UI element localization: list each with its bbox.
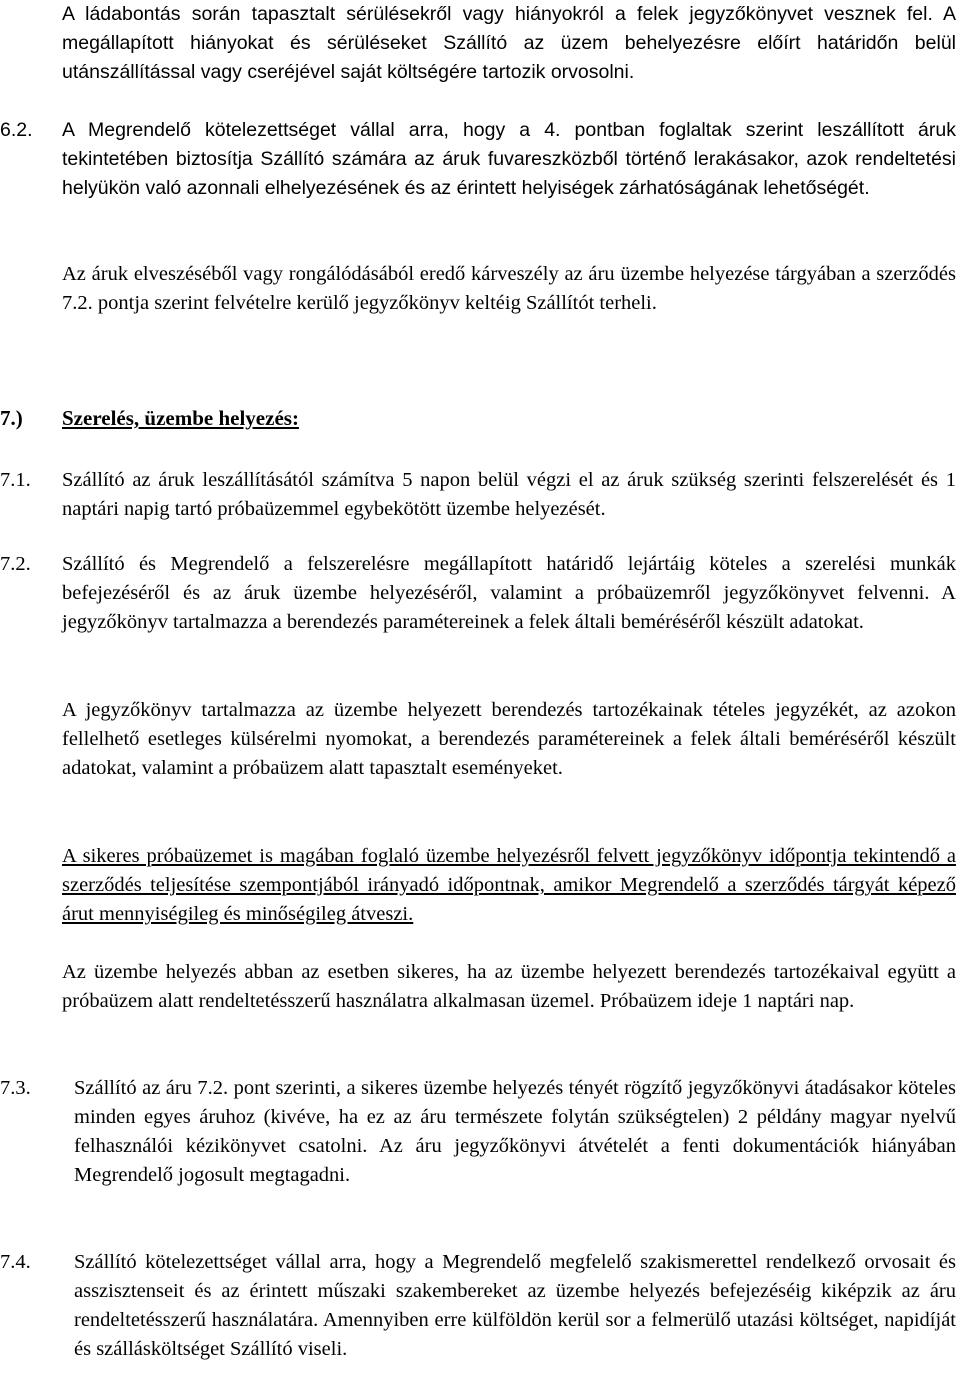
section-7-heading xyxy=(0,404,299,433)
section-6-2-number: 6.2. xyxy=(0,119,33,141)
intro-paragraph: A ládabontás során tapasztalt sérülésekről vagy hiányokról a felek jegyzőkönyvet vesznek fel. A megállapított hiányokat és sérüléseket Szállító az üzem behelyezésre előírt határidőn belül utánszállítással vagy cseréjével saját költségére tartozik orvosolni. xyxy=(62,3,956,83)
section-7-4-number: 7.4. xyxy=(0,1251,31,1273)
section-7-2-paragraph-2: A jegyzőkönyv tartalmazza az üzembe helyezett berendezés tartozékainak tételes jegyzékét, az azokon fellelhető esetleges külsérelmi nyomokat, a berendezés paramétereinek a felek általi beméréséről készült adatokat, valamint a próbaüzem alatt tapasztalt eseményeket. xyxy=(62,699,956,779)
section-6-2-text: A Megrendelő kötelezettséget vállal arra, hogy a 4. pontban foglaltak szerint leszállított áruk tekintetében biztosítja Szállító számára az áruk fuvareszközből történő lerakásakor, azok rendeltetési helyükön való azonnali elhelyezésének és az érintett helyiségek zárhatóságának lehetőségét. xyxy=(62,119,956,199)
section-7-4-text: Szállító kötelezettséget vállal arra, hogy a Megrendelő megfelelő szakismerettel rendelkező orvosait és asszisztenseit és az érintett műszaki szakembereket az üzembe helyezés befejezéséig kiképzik az áru rendeltetésszerű használatára. Amennyiben erre külföldön kerül sor a felmerülő utazási költséget, napidíját és szállásköltséget Szállító viseli. xyxy=(74,1251,956,1360)
section-7-2-number: 7.2. xyxy=(0,553,31,575)
section-6-2-paragraph-2: Az áruk elveszéséből vagy rongálódásából eredő kárveszély az áru üzembe helyezése tárgyában a szerződés 7.2. pontja szerint felvételre kerülő jegyzőkönyv keltéig Szállítót terheli. xyxy=(62,263,956,314)
section-7-2-paragraph-4: Az üzembe helyezés abban az esetben sikeres, ha az üzembe helyezett berendezés tartozékaival együtt a próbaüzem alatt rendeltetésszerű használatra alkalmasan üzemel. Próbaüzem ideje 1 naptári nap. xyxy=(62,961,956,1012)
section-7-3-text: Szállító az áru 7.2. pont szerinti, a sikeres üzembe helyezés tényét rögzítő jegyzőkönyvi átadásakor köteles minden egyes áruhoz (kivéve, ha ez az áru természete folytán szükségtelen) 2 példány magyar nyelvű felhasználói kézikönyvet csatolni. Az áru jegyzőkönyvi átvételét a fenti dokumentációk hiányában Megrendelő jogosult megtagadni. xyxy=(74,1077,956,1186)
section-7-2-text: Szállító és Megrendelő a felszerelésre megállapított határidő lejártáig köteles a szerelési munkák befejezéséről és az áruk üzembe helyezéséről, valamint a próbaüzemről jegyzőkönyvet felvenni. A jegyzőkönyv tartalmazza a berendezés paramétereinek a felek általi beméréséről készült adatokat. xyxy=(62,553,956,633)
section-7-1-text: Szállító az áruk leszállításától számítva 5 napon belül végzi el az áruk szükség szerinti felszerelését és 1 naptári napig tartó próbaüzemmel egybekötött üzembe helyezését. xyxy=(62,469,956,520)
section-7-3-number: 7.3. xyxy=(0,1077,31,1099)
section-7-number: 7.) xyxy=(0,406,23,430)
section-7-title: Szerelés, üzembe helyezés: xyxy=(62,406,299,430)
section-7-1-number: 7.1. xyxy=(0,469,31,491)
section-7-2-paragraph-3: A sikeres próbaüzemet is magában foglaló üzembe helyezésről felvett jegyzőkönyv időpontja tekintendő a szerződés teljesítése szempontjából irányadó időpontnak, amikor Megrendelő a szerződés tárgyát képező árut mennyiségileg és minőségileg átveszi. xyxy=(62,845,956,925)
